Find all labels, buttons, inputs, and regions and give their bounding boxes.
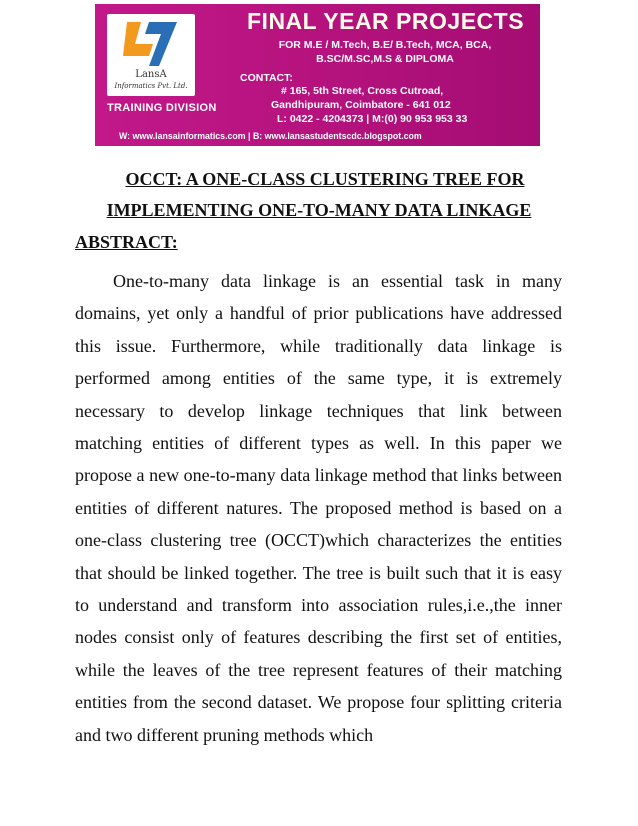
logo-tagline: Informatics Pvt. Ltd. [114,82,188,90]
lansa-logo-icon [123,18,179,70]
logo-name: LansA [135,69,167,80]
section-heading-abstract: ABSTRACT: [75,232,178,252]
website-line: W: www.lansainformatics.com | B: www.lansastudentscdc.blogspot.com [119,131,422,141]
document-title-line-1: OCCT: A ONE-CLASS CLUSTERING TREE FOR [125,169,525,189]
phone-line: L: 0422 - 4204373 | M:(0) 90 953 953 33 [277,113,468,125]
training-division-label: TRAINING DIVISION [107,102,217,114]
contact-label: CONTACT: [240,72,293,84]
abstract-paragraph: One-to-many data linkage is an essential task in many domains, yet only a handful of prior publications have addressed this issue. Furthermore, while traditionally data linkage is performed among entities of the same type, it is extremely necessary to develop linkage techniques that link between matching entities of different types as well. In this paper we propose a new one-to-many data linkage method that links between entities of different natures. The proposed method is based on a one-class clustering tree (OCCT)which characterizes the entities that should be linked together. The tree is built such that it is easy to understand and transform into association rules,i.e.,the inner nodes consist only of features describing the first set of entities, while the leaves of the tree represent features of their matching entities from the second dataset. We propose four splitting criteria and two different pruning methods which [75,271,562,745]
address-line-2: Gandhipuram, Coimbatore - 641 012 [271,99,451,111]
address-line-1: # 165, 5th Street, Cross Cutroad, [281,85,444,97]
company-logo [107,14,195,96]
banner-title: FINAL YEAR PROJECTS [247,8,525,34]
courses-line-1: FOR M.E / M.Tech, B.E/ B.Tech, MCA, BCA, [278,39,492,51]
document-title-line-2: IMPLEMENTING ONE-TO-MANY DATA LINKAGE [106,200,532,220]
courses-line-2: B.SC/M.SC,M.S & DIPLOMA [316,53,454,65]
header-banner [95,4,540,146]
